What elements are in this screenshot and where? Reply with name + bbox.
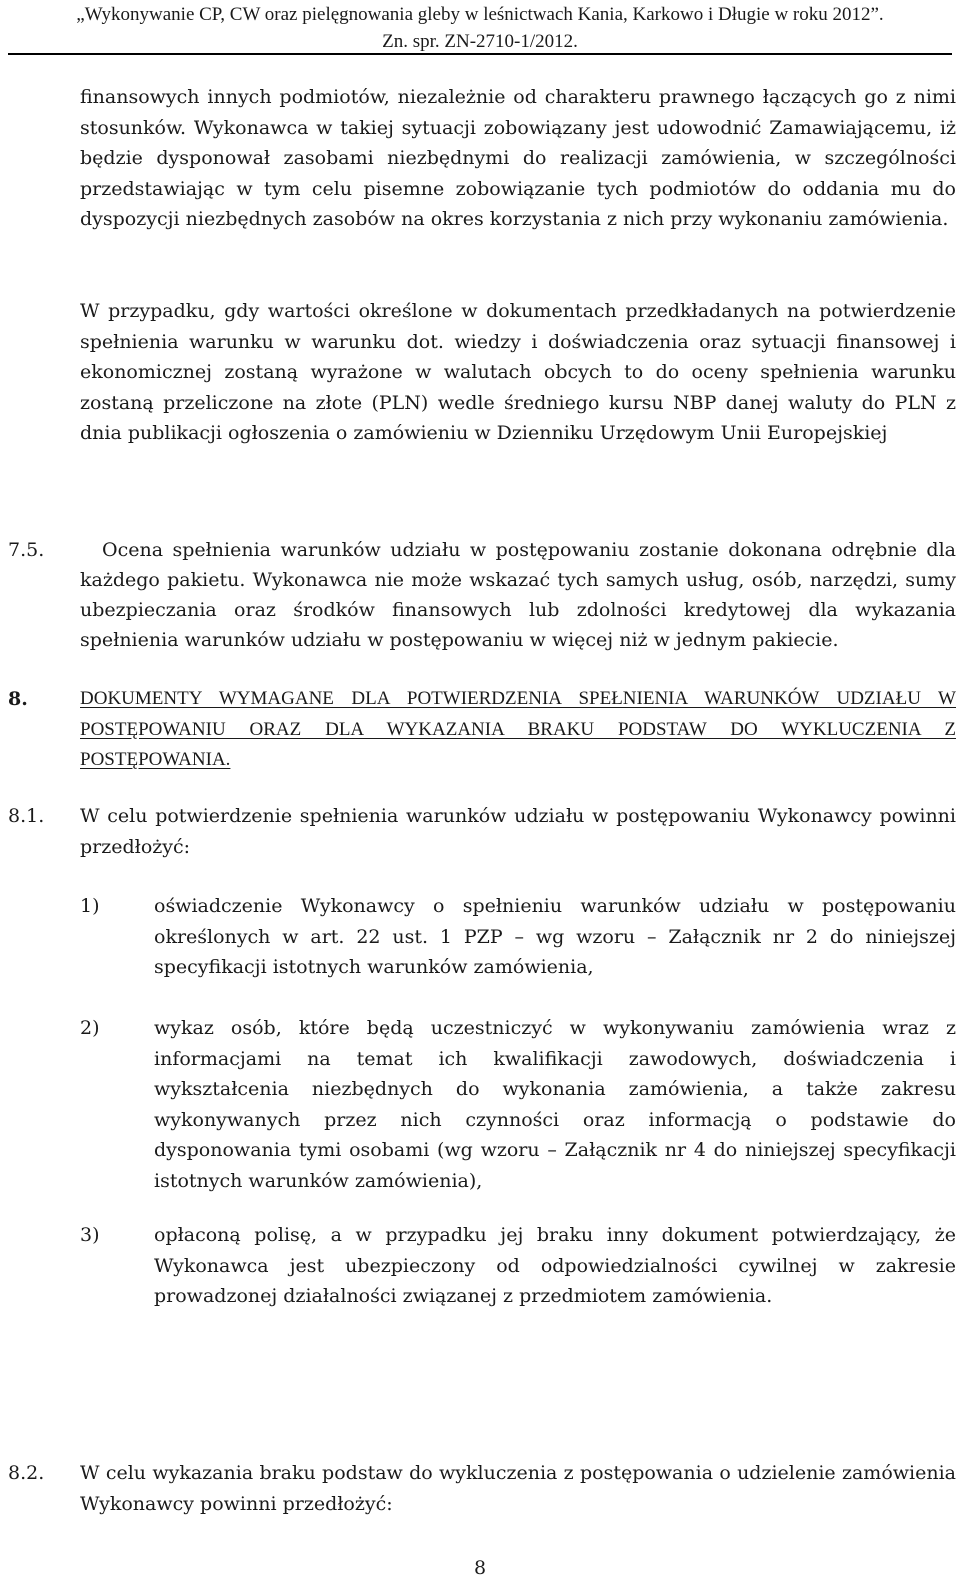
paragraph-continuation: finansowych innych podmiotów, niezależnie od charakteru prawnego łączących go z nimi stosunków. Wykonawca w takiej sytuacji zobowiązany jest udowodnić Zamawiającemu, iż będzie dysponował zasobami niezbędnymi do realizacji zamówienia, w szczególności przedstawiając w tym celu pisemne zobowiązanie tych podmiotów do oddania mu do dyspozycji niezbędnych zasobów na okres korzystania z nich przy wykonaniu zamówienia.	[80, 86, 956, 230]
section-8-number: 8.	[8, 688, 28, 710]
section-8-1-number: 8.1.	[8, 805, 45, 827]
header-case-number: Zn. spr. ZN-2710-1/2012.	[382, 31, 578, 52]
list-item-number: 2)	[80, 1017, 100, 1039]
section-8-2-text: W celu wykazania braku podstaw do wykluczenia z postępowania o udzielenie zamówienia Wykonawcy powinni przedłożyć:	[80, 1462, 956, 1515]
header-title: „Wykonywanie CP, CW oraz pielęgnowania gleby w leśnictwach Kania, Karkowo i Długie w roku 2012”.	[76, 4, 884, 25]
section-8-1-text: W celu potwierdzenie spełnienia warunków udziału w postępowaniu Wykonawcy powinni przedłożyć:	[80, 805, 956, 858]
list-item-text: oświadczenie Wykonawcy o spełnieniu warunków udziału w postępowaniu określonych w art. 22 ust. 1 PZP – wg wzoru – Załącznik nr 2 do niniejszej specyfikacji istotnych warunków zamówienia,	[154, 895, 956, 978]
paragraph-currency: W przypadku, gdy wartości określone w dokumentach przedkładanych na potwierdzenie spełnienia warunku w warunku dot. wiedzy i doświadczenia oraz sytuacji finansowej i ekonomicznej zostaną wyrażone w walutach obcych to do oceny spełnienia warunku zostaną przeliczone na złote (PLN) wedle średniego kursu NBP danej waluty do PLN z dnia publikacji ogłoszenia o zamówieniu w Dzienniku Urzędowym Unii Europejskiej	[80, 300, 956, 444]
section-8-2-number: 8.2.	[8, 1462, 45, 1484]
header-rule	[8, 53, 952, 55]
list-item-text: wykaz osób, które będą uczestniczyć w wykonywaniu zamówienia wraz z informacjami na temat ich kwalifikacji zawodowych, doświadczenia i wykształcenia niezbędnych do wykonania zamówienia, a także zakresu wykonywanych przez nich czynności oraz informacją o podstawie do dysponowania tymi osobami (wg wzoru – Załącznik nr 4 do niniejszej specyfikacji istotnych warunków zamówienia),	[154, 1017, 956, 1192]
list-item-text: opłaconą polisę, a w przypadku jej braku inny dokument potwierdzający, że Wykonawca jest ubezpieczony od odpowiedzialności cywilnej w zakresie prowadzonej działalności związanej z przedmiotem zamówienia.	[154, 1224, 956, 1307]
section-8-heading: DOKUMENTY WYMAGANE DLA POTWIERDZENIA SPEŁNIENIA WARUNKÓW UDZIAŁU W POSTĘPOWANIU ORAZ DLA WYKAZANIA BRAKU PODSTAW DO WYKLUCZENIA Z POSTĘPOWANIA.	[80, 688, 956, 770]
section-7-5-number: 7.5.	[8, 539, 45, 561]
document-header	[0, 0, 960, 55]
page-number: 8	[473, 1557, 487, 1579]
section-7-5-text: Ocena spełnienia warunków udziału w postępowaniu zostanie dokonana odrębnie dla każdego pakietu. Wykonawca nie może wskazać tych samych usług, osób, narzędzi, sumy ubezpieczania oraz środków finansowych lub zdolności kredytowej dla wykazania spełnienia warunków udziału w postępowaniu w więcej niż w jednym pakiecie.	[80, 539, 956, 651]
list-item-number: 3)	[80, 1224, 100, 1246]
list-item-number: 1)	[80, 895, 100, 917]
